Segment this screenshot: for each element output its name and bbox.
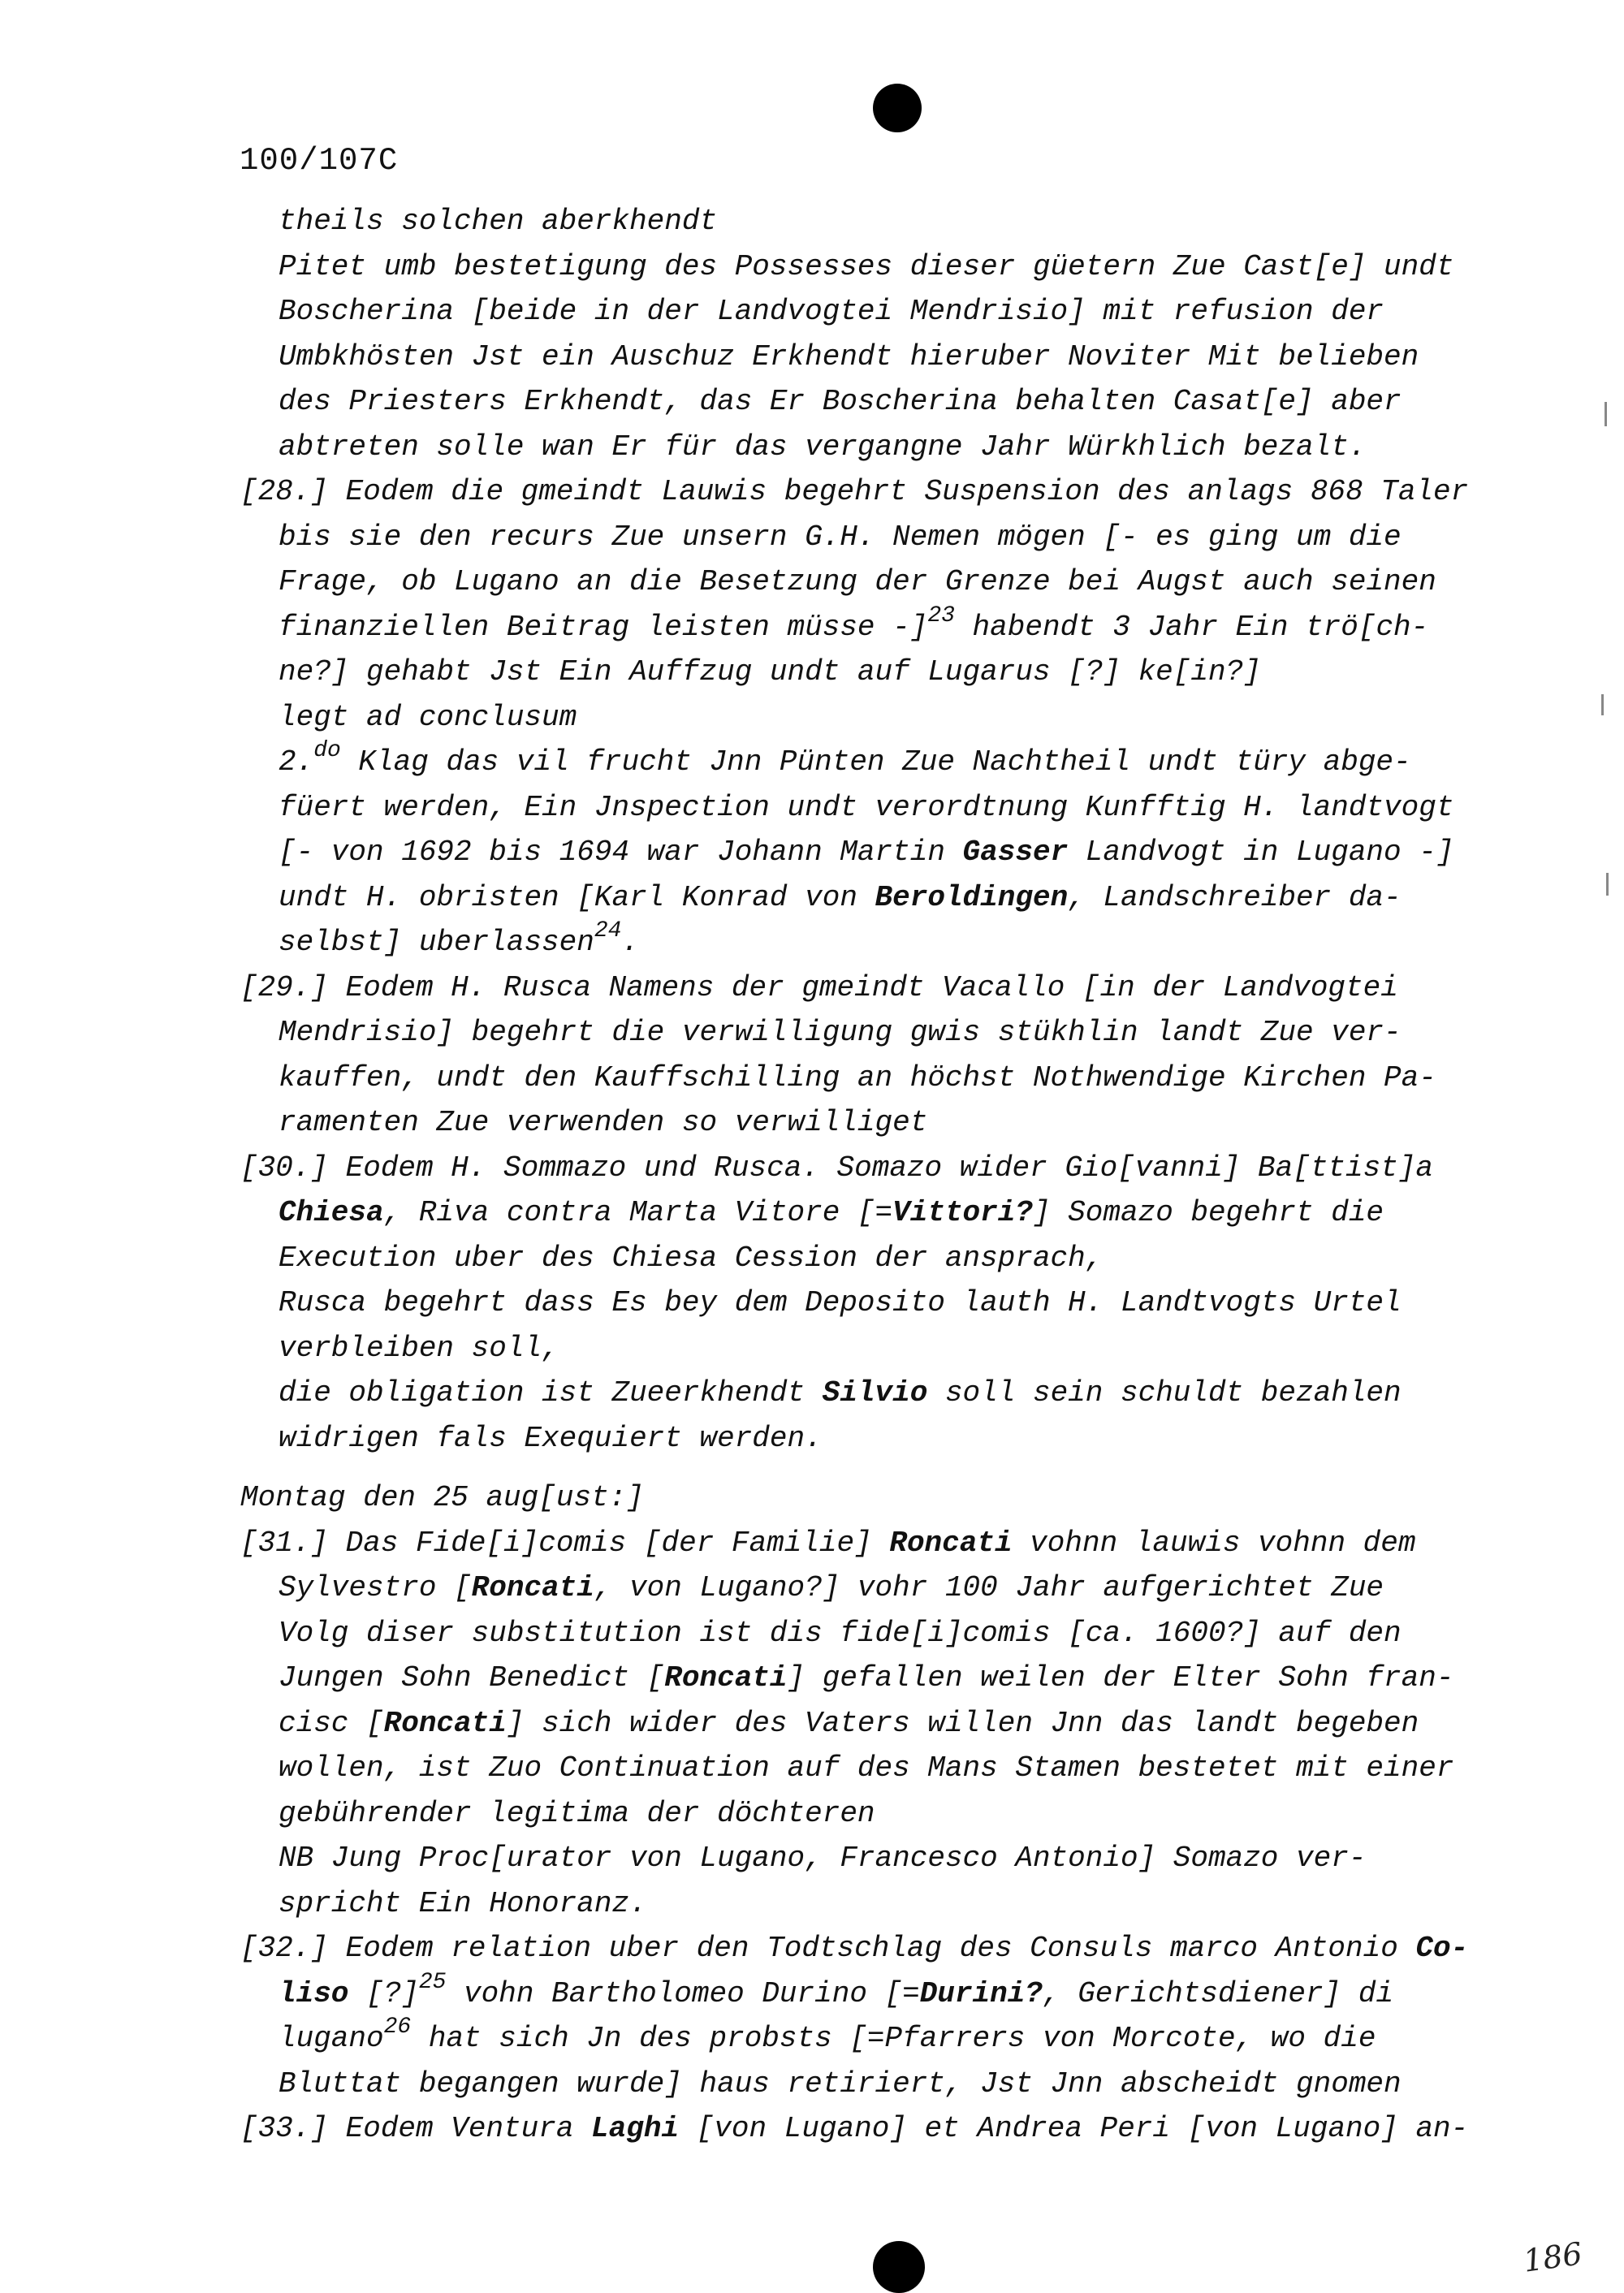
text-line xyxy=(240,2016,1507,2062)
text-run: Jungen Sohn Benedict [ xyxy=(279,1661,665,1695)
text-run: , Riva contra Marta Vitore [= xyxy=(383,1196,893,1229)
text-run: [33.] Eodem Ventura xyxy=(240,2112,592,2145)
bold-name: Laghi xyxy=(591,2112,680,2145)
text-line: ramenten Zue verwenden so verwilliget xyxy=(279,1106,928,1139)
punch-hole-top xyxy=(873,84,922,132)
text-line: Mendrisio] begehrt die verwilligung gwis stükhlin landt Zue ver- xyxy=(279,1016,1402,1049)
text-run: . xyxy=(621,926,640,959)
text-line: bis sie den recurs Zue unsern G.H. Nemen mögen [- es ging um die xyxy=(279,520,1402,554)
bold-name: Roncati xyxy=(889,1526,1013,1560)
text-line: kauffen, undt den Kauffschilling an höchst Nothwendige Kirchen Pa- xyxy=(279,1060,1436,1095)
text-run: Sylvestro [ xyxy=(279,1571,472,1604)
text-run: undt H. obristen [Karl Konrad von xyxy=(279,880,875,914)
text-line: legt ad conclusum xyxy=(279,700,577,734)
entry-32 xyxy=(240,1926,1507,2106)
text-line: NB Jung Proc[urator von Lugano, Francesco Antonio] Somazo ver- xyxy=(279,1842,1367,1875)
text-line: Volg diser substitution ist dis fide[i]comis [ca. 1600?] auf den xyxy=(279,1616,1402,1650)
text-line xyxy=(240,1371,1507,1416)
footnote-marker: 23 xyxy=(927,602,955,628)
text-run: 2. xyxy=(279,745,314,779)
bold-name: Co- xyxy=(1415,1932,1469,1965)
text-line: verbleiben soll, xyxy=(279,1331,559,1365)
text-line xyxy=(240,830,1507,875)
text-line: widrigen fals Exequiert werden. xyxy=(279,1421,823,1455)
entry-29 xyxy=(240,965,1507,1146)
margin-speck xyxy=(1606,873,1609,896)
text-run: Klag das vil frucht Jnn Pünten Zue Nachtheil undt türy abge- xyxy=(340,745,1411,779)
text-line xyxy=(240,2106,1507,2152)
text-line: des Priesters Erkhendt, das Er Boscherina behalten Casat[e] aber xyxy=(279,385,1402,418)
margin-speck xyxy=(1605,402,1607,426)
footnote-marker: 26 xyxy=(383,2014,412,2040)
margin-speck xyxy=(1601,694,1604,715)
entry-30 xyxy=(240,1146,1507,1462)
bold-name: Roncati xyxy=(471,1571,594,1604)
text-line xyxy=(240,1565,1507,1611)
text-line: Boscherina [beide in der Landvogtei Mendrisio] mit refusion der xyxy=(279,295,1384,328)
text-line: theils solchen aberkhendt xyxy=(279,205,718,238)
text-line: ne?] gehabt Jst Ein Auffzug undt auf Lugarus [?] ke[in?] xyxy=(279,655,1261,689)
text-run: selbst] uberlassen xyxy=(279,926,594,959)
text-line xyxy=(240,875,1507,921)
bold-name: Silvio xyxy=(822,1376,928,1410)
text-line xyxy=(240,1926,1507,1971)
bold-name: Chiesa xyxy=(279,1196,384,1229)
text-run: , Gerichtsdiener] di xyxy=(1042,1976,1394,2010)
text-line: Umbkhösten Jst ein Auschuz Erkhendt hieruber Noviter Mit belieben xyxy=(279,339,1419,374)
text-run: [- von 1692 bis 1694 war Johann Martin xyxy=(279,836,963,869)
text-run: , von Lugano?] vohr 100 Jahr aufgerichtet Zue xyxy=(594,1571,1384,1604)
text-line xyxy=(240,602,1507,650)
bold-name: Durini? xyxy=(919,1976,1043,2010)
text-run: [von Lugano] et Andrea Peri [von Lugano] an- xyxy=(679,2112,1469,2145)
text-line: wollen, ist Zuo Continuation auf des Mans Stamen bestetet mit einer xyxy=(279,1751,1454,1785)
bold-name: Gasser xyxy=(962,836,1069,869)
text-run: , Landschreiber da- xyxy=(1068,880,1402,914)
text-line: [28.] Eodem die gmeindt Lauwis begehrt Suspension des anlags 868 Taler xyxy=(240,475,1469,508)
text-line xyxy=(240,1971,1507,2017)
folio-number: 186 xyxy=(1521,2235,1585,2279)
text-run: habendt 3 Jahr Ein trö[ch- xyxy=(954,610,1429,644)
text-line: füert werden, Ein Jnspection undt verordtnung Kunfftig H. landtvogt xyxy=(279,790,1454,824)
text-line xyxy=(240,1521,1507,1566)
footnote-marker: 25 xyxy=(418,1969,447,1995)
text-run: vohnn lauwis vohnn dem xyxy=(1012,1526,1416,1560)
entry-31 xyxy=(240,1521,1507,1927)
document-body xyxy=(240,199,1507,2152)
text-run: vohn Bartholomeo Durino [= xyxy=(446,1976,920,2010)
text-line xyxy=(240,920,1507,965)
text-line: Execution uber des Chiesa Cession der ansprach, xyxy=(279,1241,1104,1275)
text-run: soll sein schuldt bezahlen xyxy=(927,1376,1402,1410)
text-run: cisc [ xyxy=(279,1706,384,1740)
punch-hole-bottom xyxy=(873,2241,925,2293)
paragraph-continuation xyxy=(240,199,1507,469)
text-run: die obligation ist Zueerkhendt xyxy=(279,1376,823,1410)
text-run: lugano xyxy=(279,2022,384,2055)
text-run: finanziellen Beitrag leisten müsse -] xyxy=(279,610,928,644)
spacer xyxy=(240,1461,1507,1475)
text-run: hat sich Jn des probsts [=Pfarrers von Morcote, wo die xyxy=(411,2022,1376,2055)
text-line xyxy=(240,1190,1507,1236)
text-line: Rusca begehrt dass Es bey dem Deposito lauth H. Landtvogts Urtel xyxy=(279,1286,1402,1319)
text-line: gebührender legitima der döchteren xyxy=(279,1796,875,1830)
date-heading: Montag den 25 aug[ust:] xyxy=(240,1481,644,1514)
text-line xyxy=(240,1701,1507,1747)
bold-name: Roncati xyxy=(383,1706,507,1740)
text-line xyxy=(240,1656,1507,1701)
text-line: spricht Ein Honoranz. xyxy=(279,1886,647,1920)
bold-name: liso xyxy=(279,1976,349,2010)
text-run: ] gefallen weilen der Elter Sohn fran- xyxy=(787,1661,1454,1695)
text-line: Bluttat begangen wurde] haus retiriert, Jst Jnn abscheidt gnomen xyxy=(279,2066,1402,2101)
text-line xyxy=(240,740,1507,785)
entry-28 xyxy=(240,469,1507,965)
text-run: [32.] Eodem relation uber den Todtschlag des Consuls marco Antonio xyxy=(240,1932,1416,1965)
text-line: Pitet umb bestetigung des Possesses dieser güetern Zue Cast[e] undt xyxy=(279,249,1454,283)
text-run: ] Somazo begehrt die xyxy=(1032,1196,1384,1229)
superscript: do xyxy=(313,738,341,763)
text-line: Frage, ob Lugano an die Besetzung der Grenze bei Augst auch seinen xyxy=(279,565,1436,598)
text-line: [30.] Eodem H. Sommazo und Rusca. Somazo wider Gio[vanni] Ba[ttist]a xyxy=(240,1151,1434,1185)
bold-name: Vittori? xyxy=(892,1196,1033,1229)
document-reference: 100/107C xyxy=(240,143,399,179)
bold-name: Beroldingen xyxy=(875,880,1069,914)
text-line: [29.] Eodem H. Rusca Namens der gmeindt Vacallo [in der Landvogtei xyxy=(240,970,1398,1004)
text-run: [?] xyxy=(348,1976,419,2010)
text-run: ] sich wider des Vaters willen Jnn das landt begeben xyxy=(506,1706,1419,1740)
bold-name: Roncati xyxy=(664,1661,788,1695)
entry-33 xyxy=(240,2106,1507,2152)
text-run: Landvogt in Lugano -] xyxy=(1068,836,1454,869)
footnote-marker: 24 xyxy=(594,918,622,944)
text-line: abtreten solle wan Er für das vergangne Jahr Würkhlich bezalt. xyxy=(279,430,1367,464)
text-run: [31.] Das Fide[i]comis [der Familie] xyxy=(240,1526,890,1560)
